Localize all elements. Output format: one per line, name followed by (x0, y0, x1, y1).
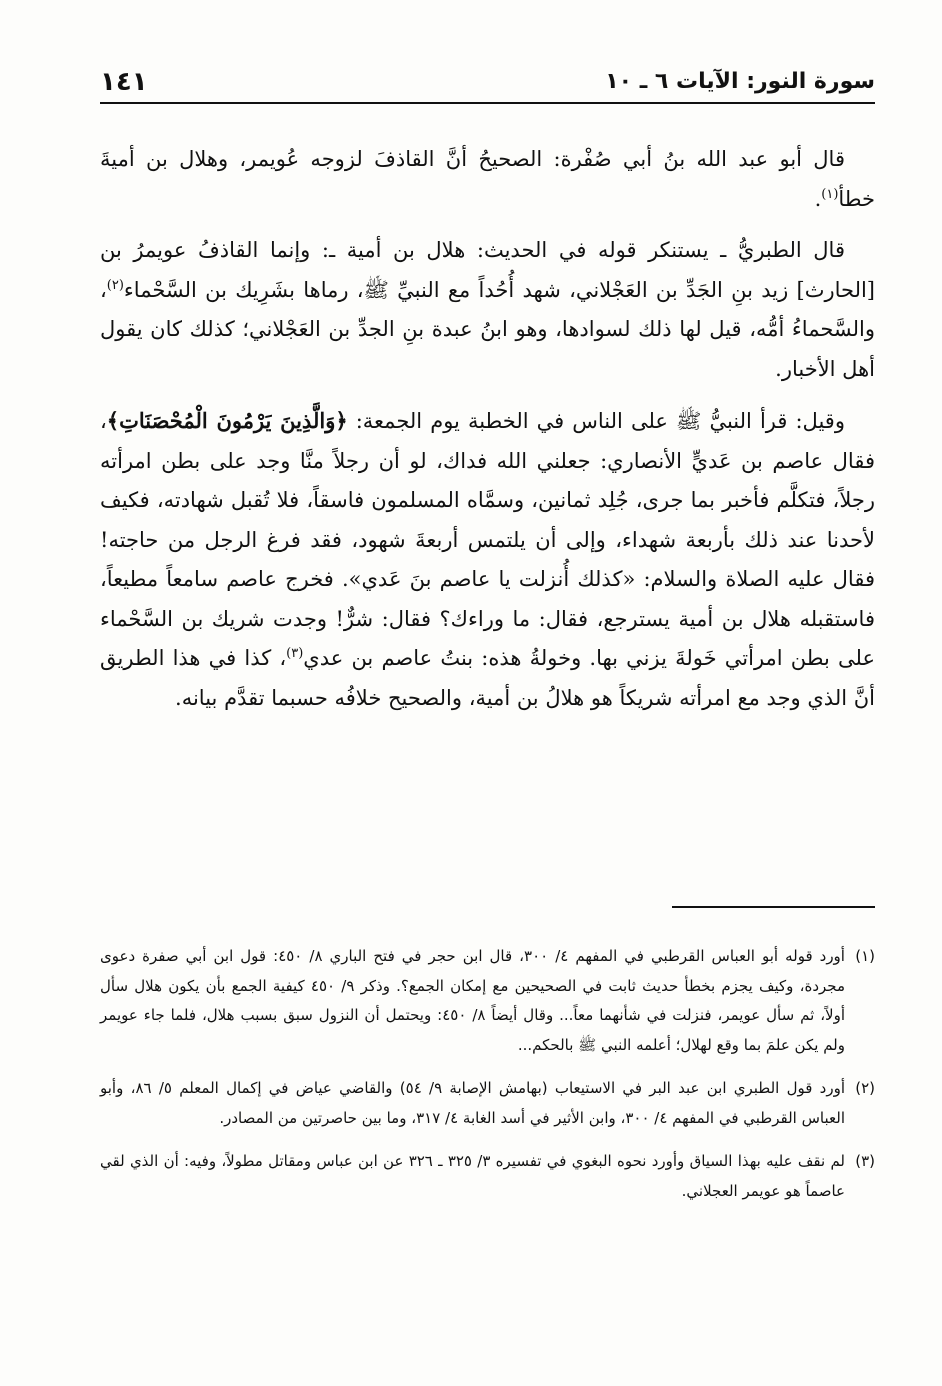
footnote-2-text: أورد قول الطبري ابن عبد البر في الاستيعاب (بهامش الإصابة ٩/ ٥٤) والقاضي عياض في إكمال المعلم ٥/ ٨٦، وأبو العباس القرطبي في المفهم ٤/ ٣٠٠، وابن الأثير في أسد الغابة ٤/ ٣١٧، وما بين حاصرتين من المصادر. (100, 1079, 845, 1127)
footnote-3-number: (٣) (855, 1152, 875, 1170)
footnote-ref-1[interactable]: (١) (821, 186, 839, 202)
footnote-ref-2[interactable]: (٢) (106, 277, 124, 293)
footnote-1 (100, 942, 875, 1060)
paragraph-1 (100, 140, 875, 219)
paragraph-3-text-b: ، فقال عاصم بن عَديٍّ الأنصاري: جعلني الله فداك، لو أن رجلاً منَّا وجد على بطن امرأته رجلاً، فتكلَّم فأخبر بما جرى، جُلِد ثمانين، وسمَّاه المسلمون فاسقاً، فلا تُقبل شهادته، فكيف لأحدنا عند ذلك بأربعة شهداء، وإلى أن يلتمس أربعةَ شهود، فقد فرغ الرجل من حاجته! فقال عليه الصلاة والسلام: «كذلك أُنزلت يا عاصم بنَ عَدي». فخرج عاصم سامعاً مطيعاً، فاستقبله هلال بن أمية يسترجع، فقال: ما وراءك؟ فقال: شرٌّ! وجدت شريك بن السَّحْماء على بطن امرأتي خَولةَ يزني بها. وخولةُ هذه: بنتُ عاصم بن عدي (100, 409, 875, 670)
footnote-2 (100, 1074, 875, 1133)
footnote-1-text: أورد قوله أبو العباس القرطبي في المفهم ٤/ ٣٠٠، قال ابن حجر في فتح الباري ٨/ ٤٥٠: قول ابن أبي صفرة دعوى مجردة، وكيف يجزم بخطأ حديث ثابت في الصحيحين مع إمكان الجمع؟. وذكر ٩/ ٤٥٠ كيفية الجمع بأن يكون هلال سأل أولاً، ثم سأل عويمر، فنزلت في شأنهما معاً... وقال أيضاً ٨/ ٤٥٠: ويحتمل أن النزول سبق بسبب هلال، فلما جاء عويمر ولم يكن علمَ بما وقع لهلال؛ أعلمه النبي ﷺ بالحكم... (100, 947, 845, 1054)
quran-verse: ﴿وَالَّذِينَ يَرْمُونَ الْمُحْصَنَاتِ﴾ (106, 408, 348, 433)
page-number: ١٤١ (100, 67, 148, 97)
paragraph-2-text-b: ، والسَّحماءُ أمُّه، قيل لها ذلك لسوادها، وهو ابنُ عبدة بنِ الجدِّ بن العَجْلاني؛ كذلك كان يقول أهل الأخبار. (100, 277, 875, 381)
footnote-rule (672, 906, 875, 908)
paragraph-3-text-a: وقيل: قرأ النبيُّ ﷺ على الناس في الخطبة يوم الجمعة: (355, 409, 845, 433)
paragraph-2 (100, 231, 875, 389)
paragraph-1-text: قال أبو عبد الله بنُ أبي صُفْرة: الصحيحُ أنَّ القاذفَ لزوجه عُويمر، وهلال بن أميةَ خطأ (100, 147, 875, 211)
paragraph-1-end: . (814, 186, 822, 211)
footnote-ref-3[interactable]: (٣) (286, 646, 304, 661)
footnote-3-text: لم نقف عليه بهذا السياق وأورد نحوه البغوي في تفسيره ٣/ ٣٢٥ ـ ٣٢٦ عن ابن عباس ومقاتل مطولاً، وفيه: أن الذي لقي عاصماً هو عويمر العجلاني. (100, 1152, 845, 1200)
footnote-3 (100, 1147, 875, 1206)
footnote-2-number: (٢) (855, 1079, 875, 1097)
header-rule (100, 102, 875, 104)
paragraph-3-text-c: ، كذا في هذا الطريق أنَّ الذي وجد مع امرأته شريكاً هو هلالُ بن أمية، والصحيح خلافُه حسبما تقدَّم بيانه. (100, 646, 875, 710)
paragraph-2-text-a: قال الطبريُّ ـ يستنكر قوله في الحديث: هلال بن أمية ـ: وإنما القاذفُ عويمرُ بن [الحارث] زيد بنِ الجَدِّ بن العَجْلاني، شهد أُحُداً مع النبيِّ ﷺ، رماها بشَرِيك بن السَّحْماء (100, 238, 875, 302)
main-text (100, 140, 875, 730)
chapter-title: سورة النور: الآيات ٦ ـ ١٠ (605, 69, 875, 94)
paragraph-3 (100, 401, 875, 718)
running-head (100, 66, 875, 106)
footnotes (100, 942, 875, 1220)
footnote-1-number: (١) (855, 947, 875, 965)
